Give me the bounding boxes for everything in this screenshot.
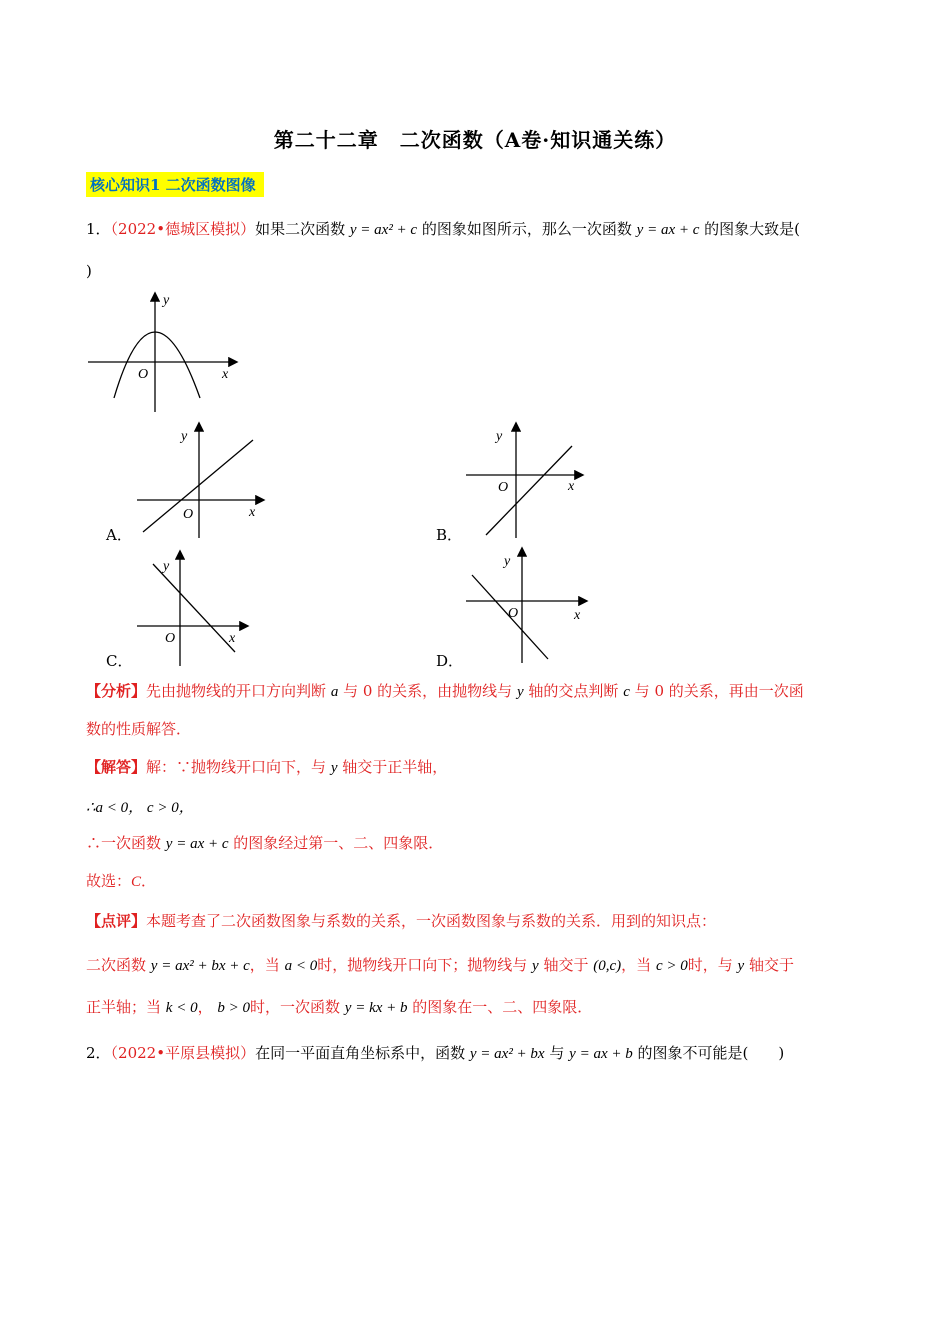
answer-line-1: 【解答】解：∵抛物线开口向下，与 y 轴交于正半轴， — [86, 758, 448, 776]
answer-choice: 故选：C． — [86, 872, 157, 890]
analysis-tag: 【分析】 — [86, 682, 147, 700]
svg-text:y: y — [181, 429, 188, 444]
question-number: 1． — [86, 220, 111, 238]
comment-line-3: 正半轴；当 k < 0， b > 0时，一次函数 y = kx + b 的图象在一、二、四象限． — [86, 998, 593, 1016]
option-c-label: C． — [106, 652, 133, 670]
svg-text:y: y — [496, 429, 503, 444]
answer-line-3: ∴一次函数 y = ax + c 的图象经过第一、二、四象限． — [86, 834, 444, 852]
comment-line-2: 二次函数 y = ax² + bx + c，当 a < 0时，抛物线开口向下；抛物线与 y 轴交于 (0,c)，当 c > 0时，与 y 轴交于 — [86, 956, 795, 974]
svg-text:x: x — [574, 608, 581, 623]
comment-line-1: 【点评】本题考查了二次函数图象与系数的关系，一次函数图象与系数的关系．用到的知识点： — [86, 912, 717, 930]
analysis-line-1: 【分析】先由抛物线的开口方向判断 a 与 0 的关系，由抛物线与 y 轴的交点判断 c 与 0 的关系，再由一次函 — [86, 682, 804, 700]
formula-quadratic: y = ax² + bx — [469, 1046, 545, 1062]
svg-text:y: y — [163, 559, 170, 574]
origin-label: O — [138, 367, 149, 382]
page-title: 第二十二章 二次函数（A卷·知识通关练） — [273, 128, 677, 152]
analysis-line-2: 数的性质解答． — [86, 720, 192, 738]
option-b-graph — [464, 420, 599, 540]
svg-text:y: y — [504, 554, 511, 569]
option-b-label: B． — [436, 526, 463, 544]
answer-line-2: ∴a < 0， c > 0， — [86, 800, 194, 816]
question-1-close: ) — [86, 262, 92, 280]
svg-text:x: x — [568, 479, 575, 494]
question-number: 2． — [86, 1044, 111, 1062]
svg-text:O: O — [165, 631, 176, 646]
svg-text:O: O — [508, 606, 519, 621]
comment-tag: 【点评】 — [86, 912, 147, 930]
line-graph — [143, 440, 253, 532]
option-d-graph — [464, 545, 594, 665]
option-a-label: A． — [106, 526, 132, 544]
question-source: （2022•平原县模拟） — [110, 1044, 256, 1062]
formula-quadratic: y = ax² + c — [349, 222, 418, 238]
option-d-label: D． — [436, 652, 464, 670]
y-axis-label: y — [163, 293, 170, 308]
answer-tag: 【解答】 — [86, 758, 147, 776]
question-2-stem: 2．（2022•平原县模拟）在同一平面直角坐标系中，函数 y = ax² + bx 与 y = ax + b 的图象不可能是( ) — [86, 1044, 785, 1062]
svg-text:O: O — [183, 507, 194, 522]
option-a-graph — [135, 420, 270, 540]
formula-linear: y = ax + b — [569, 1046, 633, 1062]
section-heading: 核心知识1 二次函数图像 — [86, 172, 264, 197]
svg-text:O: O — [498, 480, 509, 495]
option-c-graph — [135, 548, 265, 668]
formula-linear: y = ax + c — [636, 222, 700, 238]
question-source: （2022•德城区模拟） — [110, 220, 256, 238]
svg-text:x: x — [249, 505, 256, 520]
svg-text:x: x — [229, 631, 236, 646]
parabola-curve — [114, 332, 200, 398]
parabola-graph — [86, 290, 246, 415]
question-1-stem: 1．（2022•德城区模拟）如果二次函数 y = ax² + c 的图象如图所示，那么一次函数 y = ax + c 的图象大致是( — [86, 220, 801, 238]
x-axis-label: x — [222, 367, 229, 382]
